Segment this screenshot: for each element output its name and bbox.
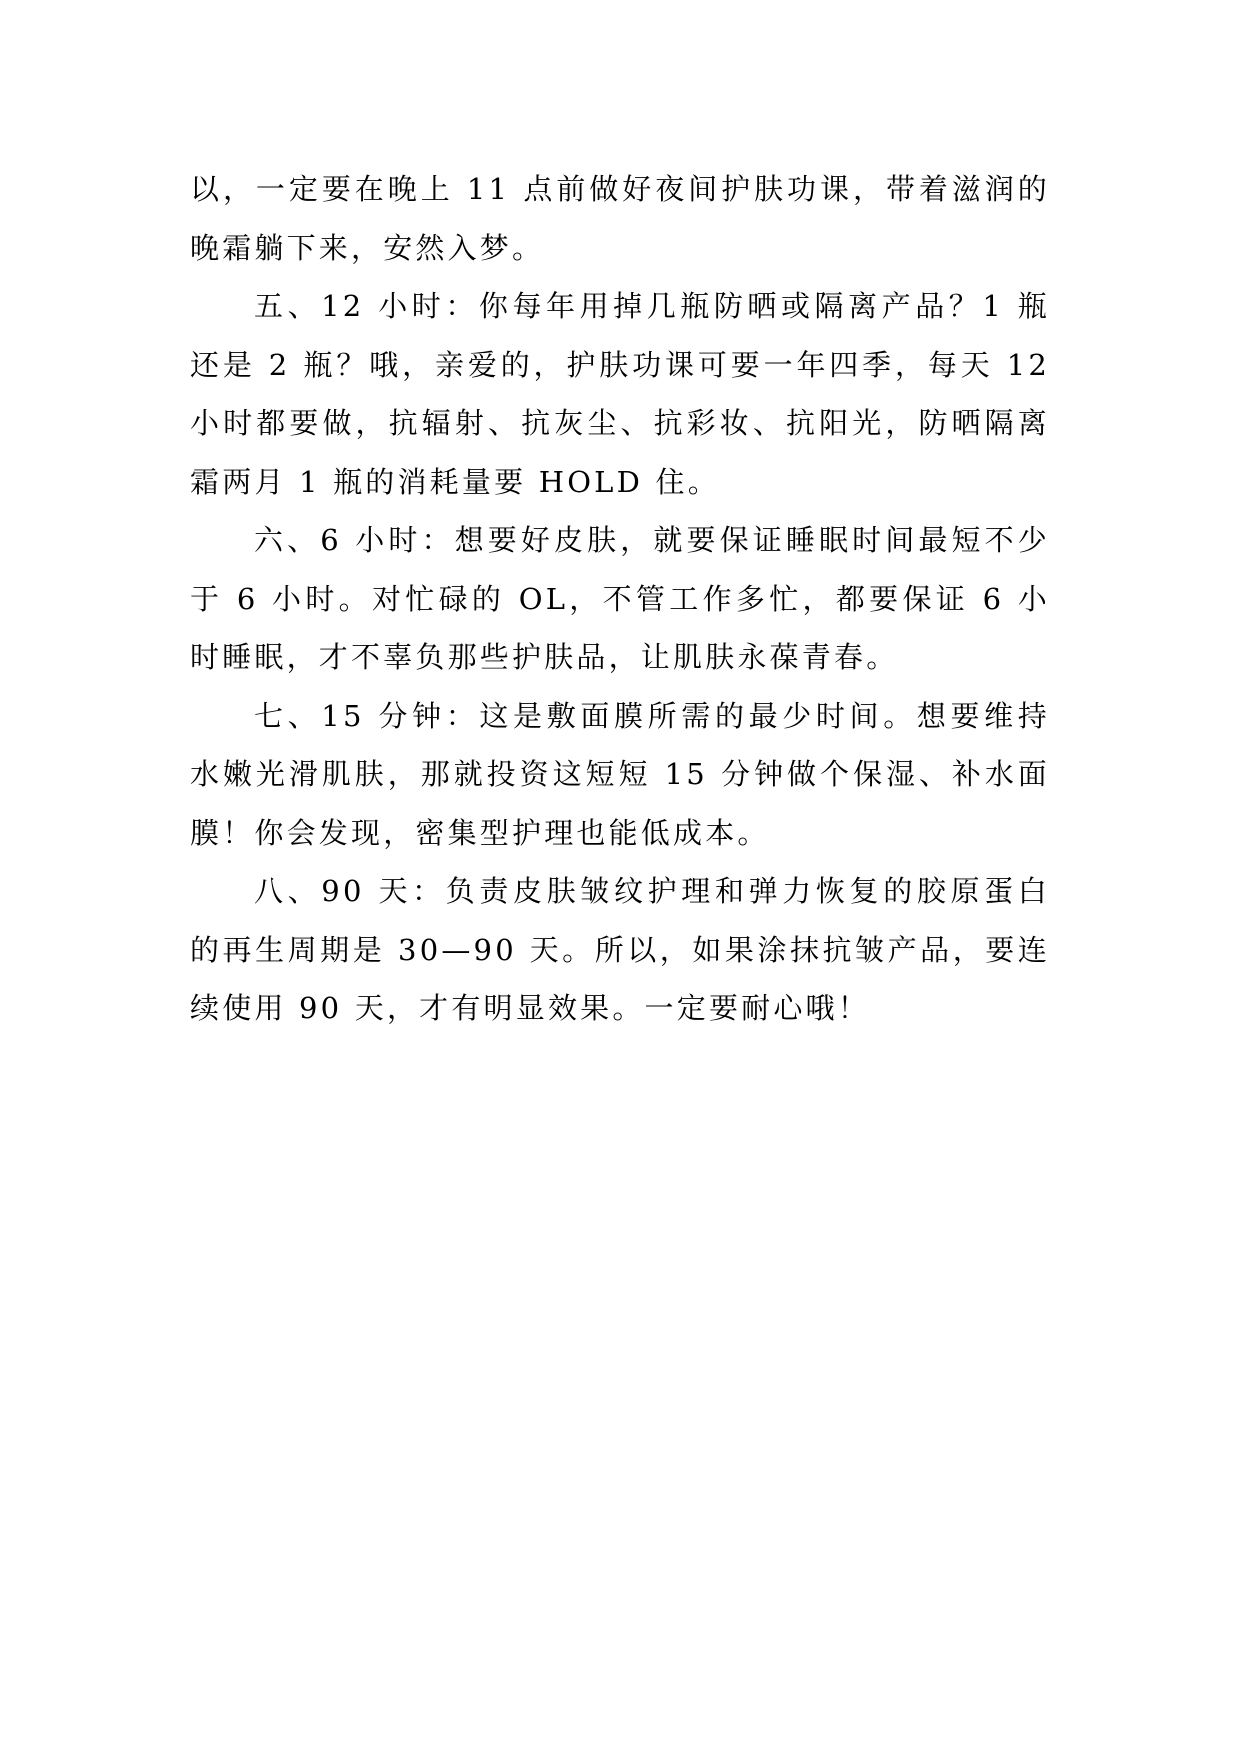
paragraph-12-hours: 五、12 小时：你每年用掉几瓶防晒或隔离产品？1 瓶还是 2 瓶？哦，亲爱的，护肤功课可要一年四季，每天 12 小时都要做，抗辐射、抗灰尘、抗彩妆、抗阳光，防晒隔离霜两月 1 瓶的消耗量要 HOLD 住。 <box>190 289 1050 499</box>
paragraph-90-days: 八、90 天：负责皮肤皱纹护理和弹力恢复的胶原蛋白的再生周期是 30—90 天。所以，如果涂抹抗皱产品，要连续使用 90 天，才有明显效果。一定要耐心哦！ <box>190 874 1050 1025</box>
paragraph-15-minutes: 七、15 分钟：这是敷面膜所需的最少时间。想要维持水嫩光滑肌肤，那就投资这短短 15 分钟做个保湿、补水面膜！你会发现，密集型护理也能低成本。 <box>190 698 1050 850</box>
paragraph-6-hours: 六、6 小时：想要好皮肤，就要保证睡眠时间最短不少于 6 小时。对忙碌的 OL，不管工作多忙，都要保证 6 小时睡眠，才不辜负那些护肤品，让肌肤永葆青春。 <box>190 523 1050 674</box>
paragraph-continuation: 以，一定要在晚上 11 点前做好夜间护肤功课，带着滋润的晚霜躺下来，安然入梦。 <box>190 172 1050 265</box>
document-body <box>190 160 1050 1038</box>
